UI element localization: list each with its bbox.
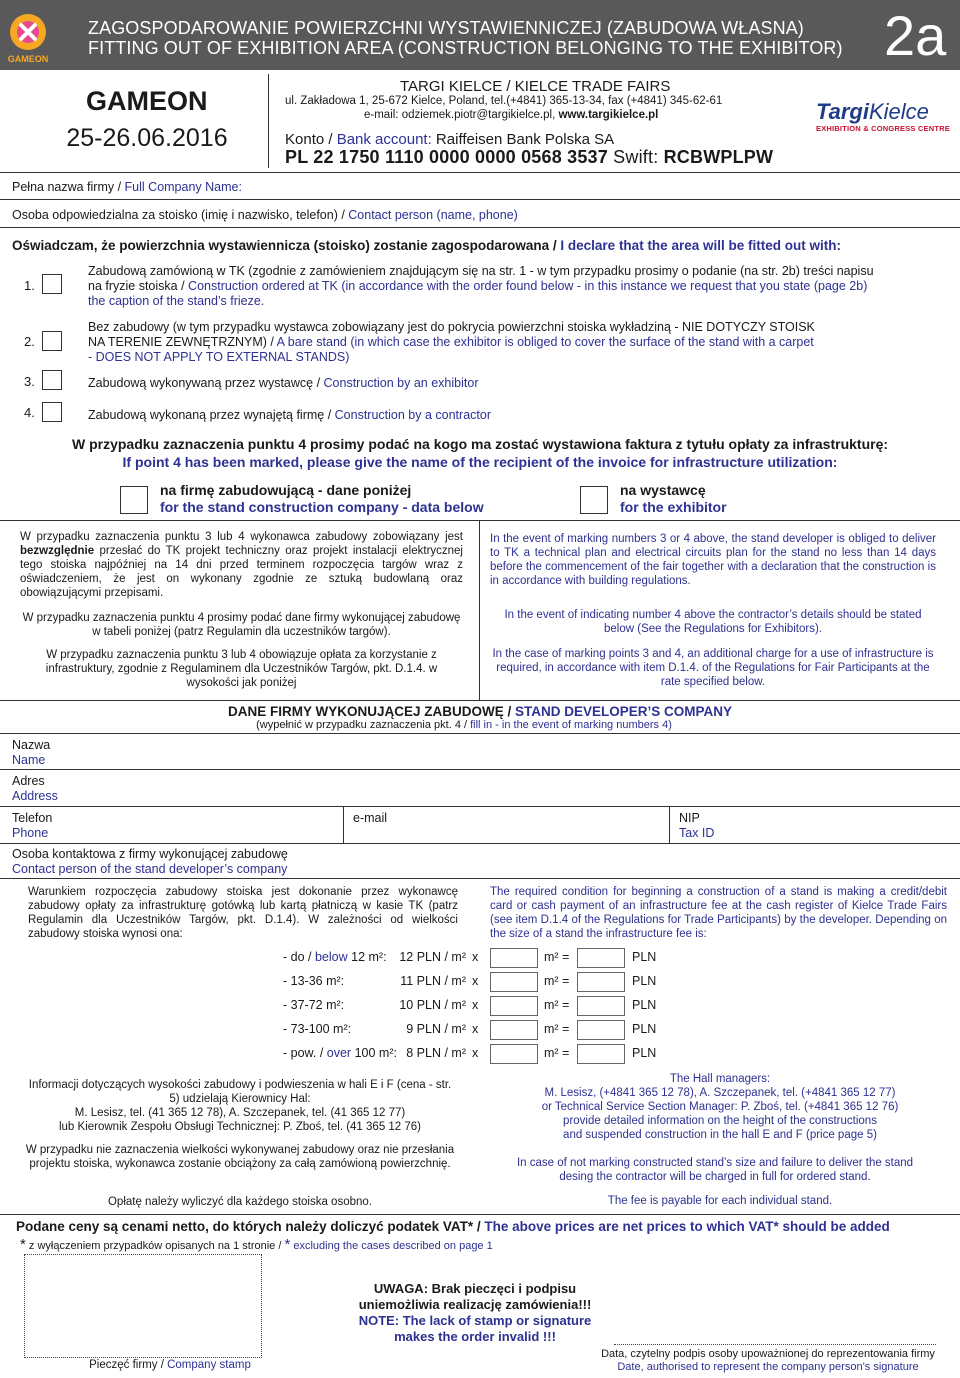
fee-row bbox=[0, 1046, 960, 1068]
invoice-opt2-en: for the exhibitor bbox=[620, 499, 727, 515]
divider bbox=[0, 1214, 960, 1215]
option-3-checkbox[interactable] bbox=[42, 370, 62, 390]
fee-m2: m² = bbox=[544, 974, 570, 988]
gameon-logo bbox=[0, 0, 60, 70]
developer-subtitle bbox=[0, 719, 928, 731]
declaration-en: I declare that the area will be fitted out with: bbox=[560, 238, 841, 253]
divider bbox=[0, 733, 960, 734]
option-4-text bbox=[88, 408, 491, 423]
contact-pl-label: Osoba kontaktowa z firmy wykonującej zabudowę bbox=[12, 847, 288, 861]
hall-info-pl-5: Opłatę należy wyliczyć dla każdego stoiska osobno. bbox=[107, 1196, 372, 1208]
note-en-2: In the event of indicating number 4 above the contractor’s details should be stated below (See the Regulations for Exhibitors). bbox=[504, 609, 922, 635]
developer-title-en: STAND DEVELOPER’S COMPANY bbox=[514, 704, 733, 719]
divider bbox=[0, 199, 960, 200]
signature-pl: Data, czytelny podpis osoby upoważnionej do reprezentowania firmy bbox=[601, 1348, 935, 1360]
hall-info-en-3: or Technical Service Section Manager: P. Zboś, tel. (+4841 365 12 76) bbox=[541, 1101, 899, 1113]
hall-info-en-2: M. Lesisz, (+4841 365 12 78), A. Szczepanek, tel. (+4841 365 12 77) bbox=[544, 1087, 896, 1099]
condition-pl: Warunkiem rozpoczęcia zabudowy stoiska jest dokonanie przez wykonawcę zabudowy opłaty za infrastrukturę gotówką lub kartą płatniczą w kasie TK (patrz Regulamin dla Uczestników Targów, pkt. D.1.4). W zależności od wielkości zabudowy stoiska wynosi ona: bbox=[28, 886, 458, 940]
warning-pl-1: UWAGA: Brak pieczęci i podpisu bbox=[373, 1281, 577, 1296]
vat-foot-pl: z wyłączeniem przypadków opisanych na 1 stronie / bbox=[25, 1240, 285, 1252]
organizer-title: TARGI KIELCE / KIELCE TRADE FAIRS bbox=[400, 78, 671, 95]
warning-box bbox=[330, 1281, 620, 1345]
swift-label: Swift: bbox=[607, 147, 664, 167]
fee-m2: m² = bbox=[544, 998, 570, 1012]
hall-info-en bbox=[490, 1072, 950, 1142]
option-4-pl: Zabudową wykonaną przez wynajętą firmę / bbox=[88, 408, 335, 422]
contact-en-label: Contact person of the stand developer’s company bbox=[12, 862, 288, 876]
organizer-email bbox=[364, 108, 658, 122]
developer-sub-en: fill in - in the event of marking numbers 4) bbox=[470, 719, 672, 731]
fee-price: 8 PLN / m² bbox=[406, 1046, 466, 1060]
hall-info-en-1: The Hall managers: bbox=[669, 1073, 771, 1085]
divider bbox=[0, 806, 960, 807]
fee-area-input[interactable] bbox=[490, 948, 538, 968]
hall-info-pl-3: lub Kierownik Zespołu Obsługi Technicznej: P. Zboś, tel. (41 365 12 76) bbox=[58, 1121, 422, 1133]
fee-total-input[interactable] bbox=[577, 996, 625, 1016]
hall-info-pl-2: M. Lesisz, tel. (41 365 12 78), A. Szczepanek, tel. (41 365 12 77) bbox=[74, 1107, 406, 1119]
nip-pl: NIP bbox=[679, 811, 700, 825]
divider bbox=[0, 878, 960, 879]
bank-label-en: Bank account: bbox=[336, 131, 432, 148]
vat-foot-en: excluding the cases described on page 1 bbox=[290, 1240, 493, 1252]
contact-person-label bbox=[12, 208, 518, 222]
contact-field-label bbox=[12, 847, 288, 877]
option-1-text bbox=[88, 264, 948, 309]
address-en: Address bbox=[12, 789, 58, 803]
fee-range bbox=[283, 974, 344, 988]
fee-multiply: x bbox=[472, 950, 479, 964]
condition-en: The required condition for beginning a construction of a stand is making a credit/debit card or cash payment of an infrastructure fee at the cash register of Kielce Trade Fairs (see item D.1.4 of the Regulations for Trade Participants) by the developer. Depending on the size of a stand the infrastructure fee is: bbox=[490, 886, 947, 940]
invoice-exhibitor-label bbox=[620, 482, 727, 516]
option-number: 3. bbox=[24, 374, 35, 389]
form-code: 2a bbox=[884, 4, 947, 67]
note-pl-1 bbox=[20, 530, 463, 600]
logo-main-b: Kielce bbox=[868, 99, 929, 124]
logo-text: GAMEON bbox=[7, 54, 49, 64]
note-pl-1a: W przypadku zaznaczenia punktu 3 lub 4 wykonawca zabudowy zobowiązany jest bbox=[20, 531, 463, 543]
vertical-divider bbox=[479, 520, 480, 700]
fee-area-input[interactable] bbox=[490, 1020, 538, 1040]
note-pl-2: W przypadku zaznaczenia punktu 4 prosimy podać dane firmy wykonującej zabudowę w tabeli poniżej (patrz Regulamin dla uczestników targów). bbox=[22, 612, 461, 638]
option-number: 4. bbox=[24, 405, 35, 420]
header-title bbox=[88, 18, 888, 58]
invoice-question-en: If point 4 has been marked, please give the name of the recipient of the invoice for infrastructure utilization: bbox=[122, 454, 838, 470]
full-name-en: Full Company Name: bbox=[124, 180, 242, 194]
stamp-label bbox=[50, 1359, 290, 1371]
option-2-checkbox[interactable] bbox=[42, 331, 62, 351]
hall-info-en-4: provide detailed information on the height of the constructions bbox=[563, 1115, 877, 1127]
address-pl: Adres bbox=[12, 774, 45, 788]
option-1-en: Construction ordered at TK (in accordance with the order found below - in this instance we request that you state (page 2b) bbox=[188, 279, 868, 293]
fee-row bbox=[0, 974, 960, 996]
declaration-pl: Oświadczam, że powierzchnia wystawiennicza (stoisko) zostanie zagospodarowana / bbox=[12, 238, 561, 253]
fee-area-input[interactable] bbox=[490, 996, 538, 1016]
divider bbox=[0, 520, 960, 521]
vat-pl: Podane ceny są cenami netto, do których należy doliczyć podatek VAT* / bbox=[16, 1219, 485, 1234]
hall-info-en-7: The fee is payable for each individual stand. bbox=[607, 1195, 833, 1207]
divider bbox=[0, 172, 960, 173]
hall-info-pl bbox=[25, 1078, 455, 1134]
vat-en: The above prices are net prices to which VAT* should be added bbox=[484, 1219, 890, 1234]
fee-range-en: over bbox=[326, 1046, 352, 1060]
developer-title bbox=[0, 704, 960, 719]
fee-currency: PLN bbox=[632, 998, 657, 1012]
fee-currency: PLN bbox=[632, 974, 657, 988]
name-field-label bbox=[12, 738, 50, 768]
option-1-pl: Zabudową zamówioną w TK (zgodnie z zamówieniem znajdującym się na str. 1 - w tym przypadku prosimy o podanie (na str. 2b) treści napisu bbox=[88, 264, 874, 278]
fee-row bbox=[0, 1022, 960, 1044]
option-2-en: A bare stand (in which case the exhibitor is obliged to cover the surface of the stand with a carpet bbox=[276, 335, 814, 349]
fee-row bbox=[0, 998, 960, 1020]
iban bbox=[285, 147, 773, 168]
email-field-label: e-mail bbox=[353, 811, 388, 825]
fee-range-pl: - 13-36 m²: bbox=[283, 974, 345, 988]
stamp-area[interactable] bbox=[24, 1254, 262, 1358]
organizer-address: ul. Zakładowa 1, 25-672 Kielce, Poland, tel.(+4841) 365-13-34, fax (+4841) 345-62-61 bbox=[285, 95, 723, 107]
hall-info-en-5: and suspended construction in the hall E and F (price page 5) bbox=[563, 1129, 877, 1141]
option-number: 1. bbox=[24, 278, 35, 293]
fee-multiply: x bbox=[472, 974, 479, 988]
note-en-3: In the case of marking points 3 and 4, an additional charge for a use of infrastructure is required, in accordance with item D.1.4. of the Regulations for Fair Participants at the rate specified below. bbox=[492, 648, 934, 688]
vertical-divider bbox=[343, 806, 344, 843]
fee-total-input[interactable] bbox=[577, 1044, 625, 1064]
fee-range bbox=[283, 1022, 351, 1036]
iban-number: PL 22 1750 1110 0000 0000 0568 3537 bbox=[285, 147, 608, 167]
fee-range-en: below bbox=[314, 950, 348, 964]
divider bbox=[0, 769, 960, 770]
phone-pl: Telefon bbox=[12, 811, 53, 825]
developer-title-pl: DANE FIRMY WYKONUJĄCEJ ZABUDOWĘ / bbox=[227, 704, 515, 719]
fee-m2: m² = bbox=[544, 1046, 570, 1060]
fee-currency: PLN bbox=[632, 1022, 657, 1036]
option-2-en-2: - DOES NOT APPLY TO EXTERNAL STANDS) bbox=[88, 350, 350, 364]
note-pl-1b: bezwzględnie bbox=[20, 545, 95, 557]
full-company-name-label bbox=[12, 180, 242, 194]
event-date: 25-26.06.2016 bbox=[66, 124, 228, 152]
phone-en: Phone bbox=[12, 826, 49, 840]
full-name-pl: Pełna nazwa firmy / bbox=[12, 180, 125, 194]
note-en-1: In the event of marking numbers 3 or 4 above, the stand developer is obliged to deliver to TK a technical plan and electrical circuits plan for the stand no less than 14 days before the commencement of the fair together with a declaration that the construction is in accordance with building regulations. bbox=[490, 533, 936, 587]
warning-en-1: NOTE: The lack of stamp or signature bbox=[358, 1313, 592, 1328]
header-title-pl: ZAGOSPODAROWANIE POWIERZCHNI WYSTAWIENNICZEJ (ZABUDOWA WŁASNA) bbox=[88, 18, 804, 38]
fee-currency: PLN bbox=[632, 1046, 657, 1060]
website-link[interactable]: www.targikielce.pl bbox=[558, 109, 659, 121]
name-pl: Nazwa bbox=[12, 738, 51, 752]
fee-multiply: x bbox=[472, 1022, 479, 1036]
fee-range bbox=[283, 998, 344, 1012]
invoice-developer-checkbox[interactable] bbox=[120, 486, 148, 514]
hall-info-pl-1: Informacji dotyczących wysokości zabudowy i podwieszenia w hali E i F (cena - str. 5) udzielają Kierownicy Hal: bbox=[28, 1079, 452, 1105]
invoice-opt1-pl: na firmę zabudowującą - dane poniżej bbox=[160, 482, 412, 498]
bank-account bbox=[285, 131, 614, 148]
fee-m2: m² = bbox=[544, 950, 570, 964]
bank-name: Raiffeisen Bank Polska SA bbox=[431, 131, 615, 148]
asterisk-en: * bbox=[284, 1236, 291, 1253]
address-field-label bbox=[12, 774, 58, 804]
option-3-pl: Zabudową wykonywaną przez wystawcę / bbox=[88, 376, 324, 390]
phone-field-label bbox=[12, 811, 52, 841]
asterisk: * bbox=[20, 1236, 26, 1253]
fee-range bbox=[283, 950, 387, 964]
email-text: e-mail: odziemek.piotr@targikielce.pl, bbox=[364, 109, 559, 121]
fee-price: 9 PLN / m² bbox=[406, 1022, 466, 1036]
option-4-checkbox[interactable] bbox=[42, 402, 62, 422]
fee-range-pl: - 37-72 m²: bbox=[283, 998, 345, 1012]
divider bbox=[0, 227, 960, 228]
note-pl-1c: przesłać do TK projekt techniczny oraz projekt instalacji elektrycznej tego stoiska najpóźniej na 14 dni przed terminem rozpoczęcia targów wraz z oświadczeniem, że jest on wykonany zgodnie ze sztuką budowlaną oraz obowiązującymi przepisami. bbox=[20, 545, 463, 599]
vertical-divider bbox=[268, 74, 269, 168]
option-4-en: Construction by a contractor bbox=[334, 408, 491, 422]
signature-label bbox=[580, 1348, 956, 1374]
fee-range-tail: 100 m²: bbox=[351, 1046, 397, 1060]
option-1-en-2: the caption of the stand’s frieze. bbox=[88, 294, 265, 308]
stamp-pl: Pieczęć firmy / bbox=[89, 1359, 168, 1371]
warning-pl-2: uniemożliwia realizację zamówienia!!! bbox=[358, 1297, 592, 1312]
vertical-divider bbox=[669, 806, 670, 843]
targi-kielce-logo bbox=[816, 100, 954, 133]
invoice-opt2-pl: na wystawcę bbox=[620, 482, 706, 498]
option-2-text bbox=[88, 320, 948, 365]
logo-sub: EXHIBITION & CONGRESS CENTRE bbox=[816, 124, 950, 133]
contact-en: Contact person (name, phone) bbox=[348, 208, 518, 222]
name-en: Name bbox=[12, 753, 46, 767]
event-name: GAMEON bbox=[86, 86, 208, 116]
fee-row bbox=[0, 950, 960, 972]
nip-en: Tax ID bbox=[679, 826, 715, 840]
fee-range-pl: - do / bbox=[283, 950, 315, 964]
fee-range-tail: 12 m²: bbox=[347, 950, 387, 964]
invoice-question-pl: W przypadku zaznaczenia punktu 4 prosimy podać na kogo ma zostać wystawiona faktura z tytułu opłaty za infrastrukturę: bbox=[71, 436, 889, 452]
divider bbox=[0, 843, 960, 844]
note-pl-3: W przypadku zaznaczenia punktu 3 lub 4 obowiązuje opłata za korzystanie z infrastruktury, zgodnie z Regulaminem dla Uczestników Targów, pkt. D.1.4. w wysokości jak poniżej bbox=[45, 649, 438, 689]
option-number: 2. bbox=[24, 334, 35, 349]
swift-code: RCBWPLPW bbox=[663, 147, 774, 167]
option-3-text bbox=[88, 376, 478, 391]
invoice-opt1-en: for the stand construction company - data below bbox=[160, 499, 484, 515]
fee-range-pl: - 73-100 m²: bbox=[283, 1022, 352, 1036]
fee-total-input[interactable] bbox=[577, 972, 625, 992]
option-2-pl: Bez zabudowy (w tym przypadku wystawca zobowiązany jest do pokrycia powierzchni stoiska wykładziną - NIE DOTYCZY STOISK bbox=[88, 320, 815, 334]
hall-info-en-6: In case of not marking constructed stand’s size and failure to deliver the stand desing the contractor will be charged in full for ordered stand. bbox=[516, 1157, 914, 1183]
option-2-pl-2: NA TERENIE ZEWNĘTRZNYM) / bbox=[88, 335, 277, 349]
option-1-pl-2: na fryzie stoiska / bbox=[88, 279, 189, 293]
developer-sub-pl: (wypełnić w przypadku zaznaczenia pkt. 4 / bbox=[256, 719, 471, 731]
invoice-developer-label bbox=[160, 482, 484, 516]
vat-note bbox=[16, 1219, 890, 1234]
fee-price: 11 PLN / m² bbox=[400, 974, 466, 988]
option-3-en: Construction by an exhibitor bbox=[323, 376, 479, 390]
fee-total-input[interactable] bbox=[577, 1020, 625, 1040]
invoice-exhibitor-checkbox[interactable] bbox=[580, 486, 608, 514]
fee-m2: m² = bbox=[544, 1022, 570, 1036]
fee-currency: PLN bbox=[632, 950, 657, 964]
option-1-checkbox[interactable] bbox=[42, 274, 62, 294]
hall-info-pl-4: W przypadku nie zaznaczenia wielkości wykonywanej zabudowy oraz nie przesłania projektu stoiska, wykonawca zostanie obciążony za całą zamówioną powierzchnię. bbox=[25, 1144, 455, 1170]
fee-range-pl: - pow. / bbox=[283, 1046, 327, 1060]
logo-main-a: Targi bbox=[816, 99, 869, 124]
fee-price: 10 PLN / m² bbox=[399, 998, 466, 1012]
fee-multiply: x bbox=[472, 1046, 479, 1060]
fee-total-input[interactable] bbox=[577, 948, 625, 968]
stamp-en: Company stamp bbox=[167, 1359, 251, 1371]
header-title-en: FITTING OUT OF EXHIBITION AREA (CONSTRUCTION BELONGING TO THE EXHIBITOR) bbox=[88, 38, 843, 58]
warning-en-2: makes the order invalid !!! bbox=[394, 1329, 556, 1344]
contact-pl: Osoba odpowiedzialna za stoisko (imię i nazwisko, telefon) / bbox=[12, 208, 349, 222]
declaration bbox=[12, 238, 841, 253]
signature-line[interactable] bbox=[614, 1344, 936, 1345]
vat-footnote bbox=[20, 1236, 493, 1253]
fee-area-input[interactable] bbox=[490, 972, 538, 992]
fee-area-input[interactable] bbox=[490, 1044, 538, 1064]
signature-en: Date, authorised to represent the company person’s signature bbox=[617, 1361, 919, 1373]
divider bbox=[0, 700, 960, 701]
fee-price: 12 PLN / m² bbox=[399, 950, 466, 964]
nip-field-label bbox=[679, 811, 714, 841]
fee-multiply: x bbox=[472, 998, 479, 1012]
bank-label-pl: Konto / bbox=[285, 131, 337, 148]
